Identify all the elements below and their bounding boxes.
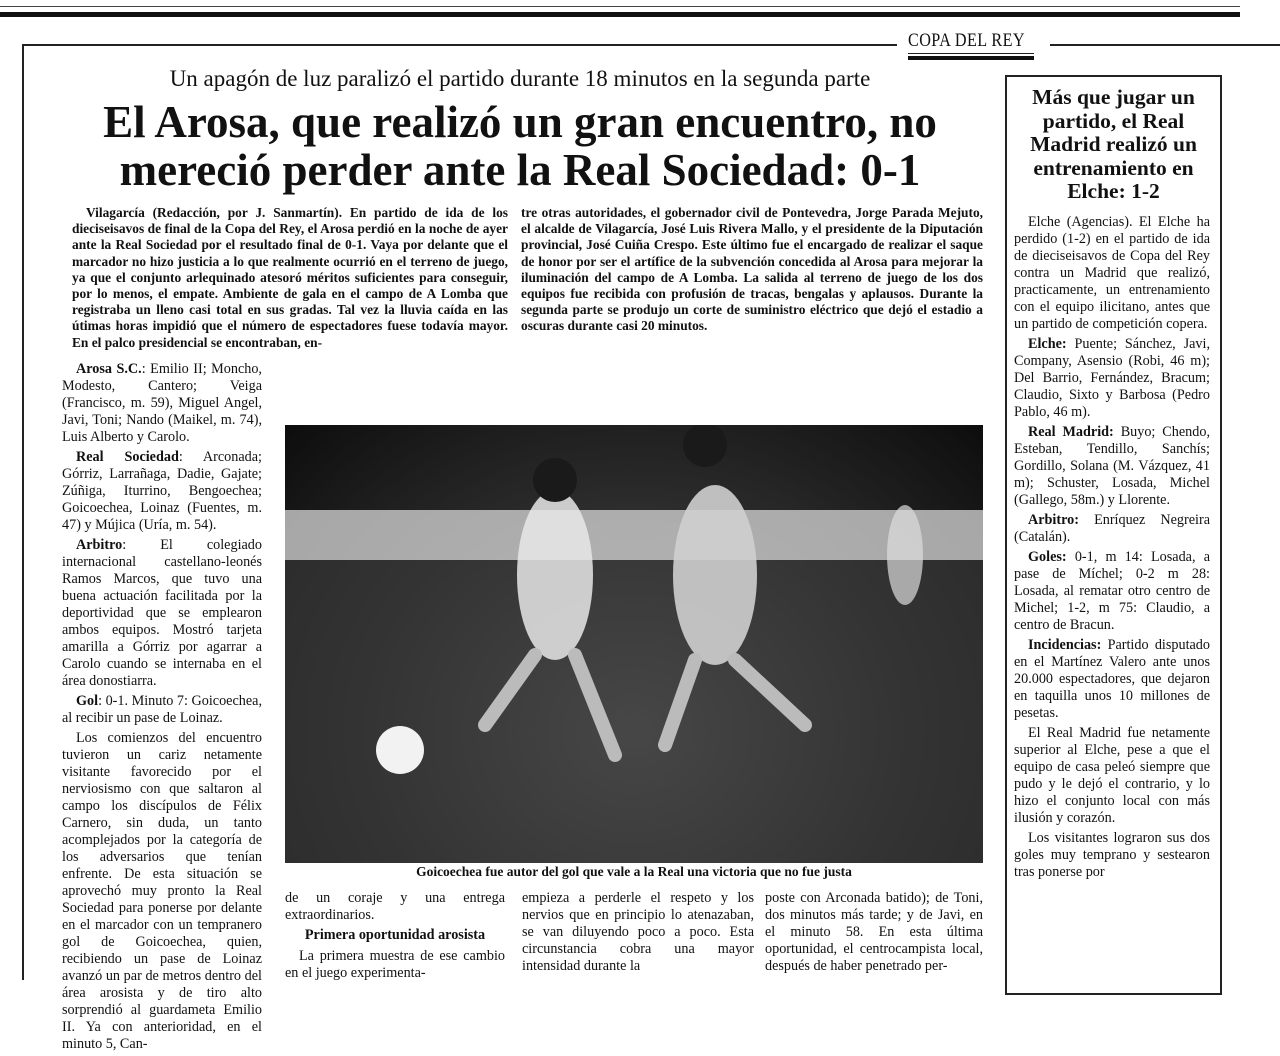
headline bbox=[40, 98, 1000, 194]
text: Enríquez Negreira (Catalán). bbox=[1014, 512, 1210, 545]
left-column bbox=[62, 361, 262, 1056]
lead-text-2: tre otras autoridades, el gobernador civil de Pontevedra, Jorge Parada Mejuto, el alcalde de Vilagarcía, José Luis Rivera Mallo, y el presidente de la Diputación provincial, José Cuiña Crespo. Este último fue el encargado de realizar el saque de honor por ser el artífice de la subvención concedida al Arosa para mejorar la iluminación del campo de A Lomba. La salida al terreno de juego de los dos equipos fue recibida con profusión de tracas, bengalas y aplausos. Durante la segunda parte se produjo un corte de suministro eléctrico que dejó el estadio a oscuras durante casi 20 minutos. bbox=[521, 205, 983, 334]
sidebar-lineup-elche bbox=[1014, 336, 1210, 421]
kicker: Un apagón de luz paralizó el partido durante 18 minutos en la segunda parte bbox=[169, 66, 871, 91]
text: : Emilio II; Moncho, Modesto, Cantero; Veiga (Francisco, m. 59), Miguel Angel, Javi, Toni; Nando (Maikel, m. 74), Luis Alberto y Carolo. bbox=[62, 361, 262, 445]
label: Goles: bbox=[1028, 549, 1067, 565]
sidebar-paragraph bbox=[1014, 830, 1210, 881]
player-left-head bbox=[533, 458, 577, 502]
sidebar-incidents bbox=[1014, 637, 1210, 722]
body-paragraph: empieza a perderle el respeto y los nervios que en principio lo atenazaban, se van diluyendo poco a poco. Esta circunstancia cobra una mayor intensidad durante la bbox=[522, 890, 754, 974]
player-right bbox=[673, 485, 757, 665]
bottom-column-1 bbox=[285, 890, 505, 985]
ball bbox=[376, 726, 424, 774]
text: : Arconada; Górriz, Larrañaga, Dadie, Gajate; Zúñiga, Iturrino, Bengoechea; Goicoechea, Loinaz (Fuentes, m. 47) y Mújica (Uría, m. 54). bbox=[62, 449, 262, 533]
body-paragraph bbox=[62, 730, 262, 1053]
lead-column-1 bbox=[72, 205, 508, 351]
label: Gol bbox=[76, 693, 99, 709]
body-paragraph: La primera muestra de ese cambio en el juego experimenta- bbox=[285, 948, 505, 981]
match-photo bbox=[285, 425, 983, 863]
text: Los comienzos del encuentro tuvieron un cariz netamente visitante favorecido por el nerviosismo con que saltaron al campo los discípulos de Félix Carnero, sin duda, un tanto acomplejados por la categoría de los adversarios que tenían enfrente. De esta situación se aprovechó muy pronto la Real Sociedad para ponerse por delante en el marcador con un tempranero gol de Goicoechea, quien, recibiendo un pase de Loinaz avanzó un par de metros dentro del área arosista y de tiro alto sorprendió al guardameta Emilio II. Ya con anterioridad, en el minuto 5, Can- bbox=[62, 730, 262, 1052]
photo-illustration bbox=[285, 425, 983, 863]
section-underline bbox=[908, 53, 1034, 54]
text: : El colegiado internacional castellano-leonés Ramos Marcos, que tuvo una buena actuación facilitada por la deportividad que se emplearon ambos equipos. Mostró tarjeta amarilla a Górriz por agarrar a Carolo cuando se internaba en el área donostiarra. bbox=[62, 537, 262, 689]
label: Incidencias: bbox=[1028, 637, 1102, 653]
text: El Real Madrid fue netamente superior al Elche, pese a que el equipo de casa peleó siempre que pudo y le dejó el contrario, y lo hizo el conjunto local con más ilusión y corazón. bbox=[1014, 725, 1210, 826]
player-right-head bbox=[683, 425, 727, 467]
pitch bbox=[285, 560, 983, 863]
sidebar-paragraph bbox=[1014, 214, 1210, 333]
subheading: Primera oportunidad arosista bbox=[304, 927, 486, 943]
photo-caption: Goicoechea fue autor del gol que vale a la Real una victoria que no fue justa bbox=[416, 864, 852, 879]
bottom-column-2 bbox=[522, 890, 754, 978]
text: : 0-1. Minuto 7: Goicoechea, al recibir un pase de Loinaz. bbox=[62, 693, 262, 726]
lineup-arosa bbox=[62, 361, 262, 446]
background-player bbox=[887, 505, 923, 605]
label: Arosa S.C. bbox=[76, 361, 142, 377]
text: Partido disputado en el Martínez Valero ante unos 20.000 espectadores, que dejaron en taquilla unos 10 millones de pesetas. bbox=[1014, 637, 1210, 721]
top-rule-thin bbox=[0, 6, 1240, 7]
section-underline-thick bbox=[908, 56, 1034, 60]
lineup-real-sociedad bbox=[62, 449, 262, 534]
lead-column-2 bbox=[521, 205, 983, 335]
section-rule-right bbox=[1050, 44, 1280, 46]
text: Buyo; Chendo, Esteban, Tendillo, Sanchís; Gordillo, Solana (M. Vázquez, 41 m); Schuster, Losada, Michel (Gallego, 58m.) y Llorente. bbox=[1014, 424, 1210, 508]
goal bbox=[62, 693, 262, 727]
sidebar-column bbox=[1014, 214, 1210, 884]
body-paragraph: poste con Arconada batido); de Toni, dos minutos más tarde; y de Javi, en el minuto 58. En esta última oportunidad, el centrocampista local, después de haber penetrado per- bbox=[765, 890, 983, 974]
referee bbox=[62, 537, 262, 690]
label: Elche: bbox=[1028, 336, 1067, 352]
sidebar-goals bbox=[1014, 549, 1210, 634]
label: Arbitro bbox=[76, 537, 123, 553]
text: Los visitantes lograron sus dos goles muy temprano y sestearon tras ponerse por bbox=[1014, 830, 1210, 880]
headline-line-2: mereció perder ante la Real Sociedad: 0-1 bbox=[119, 145, 921, 195]
sidebar-referee bbox=[1014, 512, 1210, 546]
section-rule-left bbox=[22, 44, 897, 46]
page-border-left bbox=[22, 44, 24, 980]
headline-line-1: El Arosa, que realizó un gran encuentro, no bbox=[103, 97, 937, 147]
text: Puente; Sánchez, Javi, Company, Asensio (Robi, 46 m); Del Barrio, Fernández, Bracum; Claudio, Sixto y Barbosa (Pedro Pablo, 46 m). bbox=[1014, 336, 1210, 420]
ad-boards bbox=[285, 510, 983, 560]
label: Real Sociedad bbox=[76, 449, 179, 465]
top-rule-thick bbox=[0, 12, 1240, 17]
body-paragraph: de un coraje y una entrega extraordinarios. bbox=[285, 890, 505, 923]
label: Real Madrid: bbox=[1028, 424, 1114, 440]
text: Elche (Agencias). El Elche ha perdido (1-2) en el partido de ida de dieciseisavos de Copa del Rey contra un Madrid que realizó, practicamente, un entrenamiento con el equipo ilicitano, antes que un partido de competición copera. bbox=[1014, 214, 1210, 332]
sidebar-lineup-real-madrid bbox=[1014, 424, 1210, 509]
sidebar-paragraph bbox=[1014, 725, 1210, 827]
sidebar-title: Más que jugar un partido, el Real Madrid realizó un entrenamiento en Elche: 1-2 bbox=[1030, 85, 1197, 203]
section-label: COPA DEL REY bbox=[908, 30, 1025, 51]
player-left bbox=[517, 490, 593, 660]
lead-text-1: Vilagarcía (Redacción, por J. Sanmartín). En partido de ida de los dieciseisavos de final de la Copa del Rey, el Arosa perdió en la noche de ayer ante la Real Sociedad por el resultado final de 0-1. Vaya por delante que el marcador no hizo justicia a lo que realmente ocurrió en el terreno de juego, ya que el conjunto arlequinado atesoró méritos suficientes para conseguir, por lo menos, el empate. Ambiente de gala en el campo de A Lomba que registraba un lleno casi total en sus gradas. Tal vez la lluvia caída en las útimas horas impidió que el número de espectadores fuese todavía mayor. En el palco presidencial se encontraban, en- bbox=[72, 205, 508, 350]
bottom-column-3 bbox=[765, 890, 983, 978]
text: 0-1, m 14: Losada, a pase de Míchel; 0-2 m 28: Losada, al rematar otro centro de Michel; 1-2, m 75: Claudio, a centro de Bracun. bbox=[1014, 549, 1210, 633]
label: Arbitro: bbox=[1028, 512, 1079, 528]
